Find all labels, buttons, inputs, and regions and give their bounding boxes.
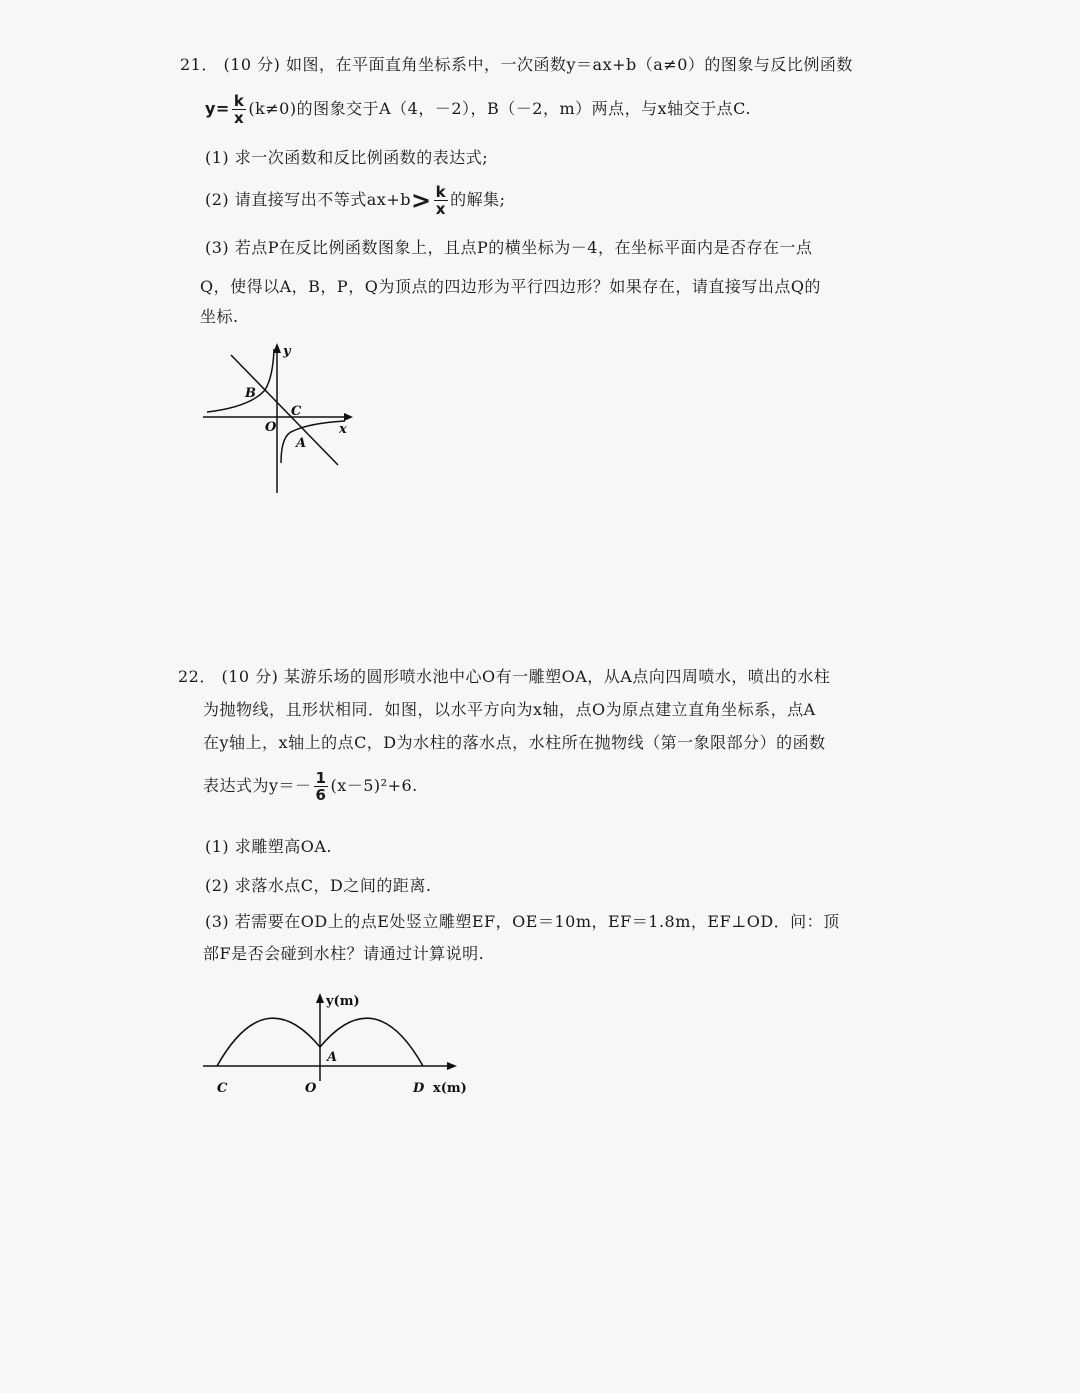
label-A: A [327,1050,338,1065]
q22-text-1: 某游乐场的圆形喷水池中心O有一雕塑OA，从A点向四周喷水，喷出的水柱 [284,667,831,686]
q22-part3-line1: (3) 若需要在OD上的点E处竖立雕塑EF，OE＝10m，EF＝1.8m，EF⊥OD．问：顶 [205,912,840,931]
label-D: D [413,1081,425,1096]
label-y: y [283,344,291,359]
q22-line3: 在y轴上，x轴上的点C，D为水柱的落水点，水柱所在抛物线（第一象限部分）的函数 [203,733,826,752]
hyperbola-branch-lower-right [281,421,345,463]
q22-points: (10 分) [221,667,279,686]
frac-numerator: 1 [315,769,327,787]
q21-part2 [205,182,505,219]
label-O: O [305,1081,317,1096]
label-C: C [217,1081,228,1096]
x-axis-arrow [447,1062,457,1070]
frac-denominator: x [233,109,245,127]
q21-number: 21． [180,55,218,74]
frac-denominator: x [435,200,446,218]
y-axis-arrow [316,993,324,1003]
q21-y-equals: y= [205,99,230,118]
q22-line4-prefix: 表达式为y＝－ [203,776,312,795]
q22-part3-line2: 部F是否会碰到水柱？请通过计算说明. [203,944,485,963]
q21-part3-line1: (3) 若点P在反比例函数图象上，且点P的横坐标为－4，在坐标平面内是否存在一点 [205,238,813,257]
x-axis-arrow [344,413,353,421]
q21-text-2: (k≠0)的图象交于A（4，－2），B（－2，m）两点，与x轴交于点C. [248,99,751,118]
q21-part2-prefix: (2) 请直接写出不等式ax+b [205,190,411,209]
q21-part3-line2: Q，使得以A，B，P，Q为顶点的四边形为平行四边形？如果存在，请直接写出点Q的 [200,277,821,296]
label-y: y(m) [326,994,360,1009]
q22-part1: (1) 求雕塑高OA. [205,837,333,856]
q22-line4 [203,768,418,804]
q21-part1: (1) 求一次函数和反比例函数的表达式; [205,148,489,167]
q22-figure [195,985,485,1100]
label-C: C [291,404,302,419]
q21-part2-suffix: 的解集; [450,190,506,209]
q21-part2-fraction [434,184,448,217]
q22-line1 [178,666,830,688]
parabola-left [217,1018,320,1066]
q21-part3-line3: 坐标. [200,307,239,326]
greater-than-sign: > [410,186,432,215]
label-O: O [265,420,277,435]
q22-line4-suffix: (x－5)²+6. [330,776,418,795]
frac-numerator: k [233,92,245,110]
q21-fraction-k-over-x [232,93,246,126]
q22-fraction-one-sixth [314,770,329,803]
q21-text-1: 如图，在平面直角坐标系中，一次函数y＝ax+b（a≠0）的图象与反比例函数 [286,55,853,74]
q21-line2 [205,92,751,126]
label-A: A [296,436,307,451]
q21-line1 [180,54,853,76]
frac-numerator: k [435,183,447,201]
q22-line2: 为抛物线，且形状相同．如图，以水平方向为x轴，点O为原点建立直角坐标系，点A [203,700,816,719]
label-B: B [245,386,256,401]
q21-figure [195,335,370,500]
linear-function-line [231,355,338,465]
hyperbola-branch-upper-left [207,349,274,412]
label-x: x(m) [433,1081,467,1096]
q21-points: (10 分) [223,55,281,74]
q22-number: 22． [178,667,216,686]
frac-denominator: 6 [315,786,327,804]
q22-part2: (2) 求落水点C，D之间的距离. [205,876,432,895]
label-x: x [339,422,347,437]
